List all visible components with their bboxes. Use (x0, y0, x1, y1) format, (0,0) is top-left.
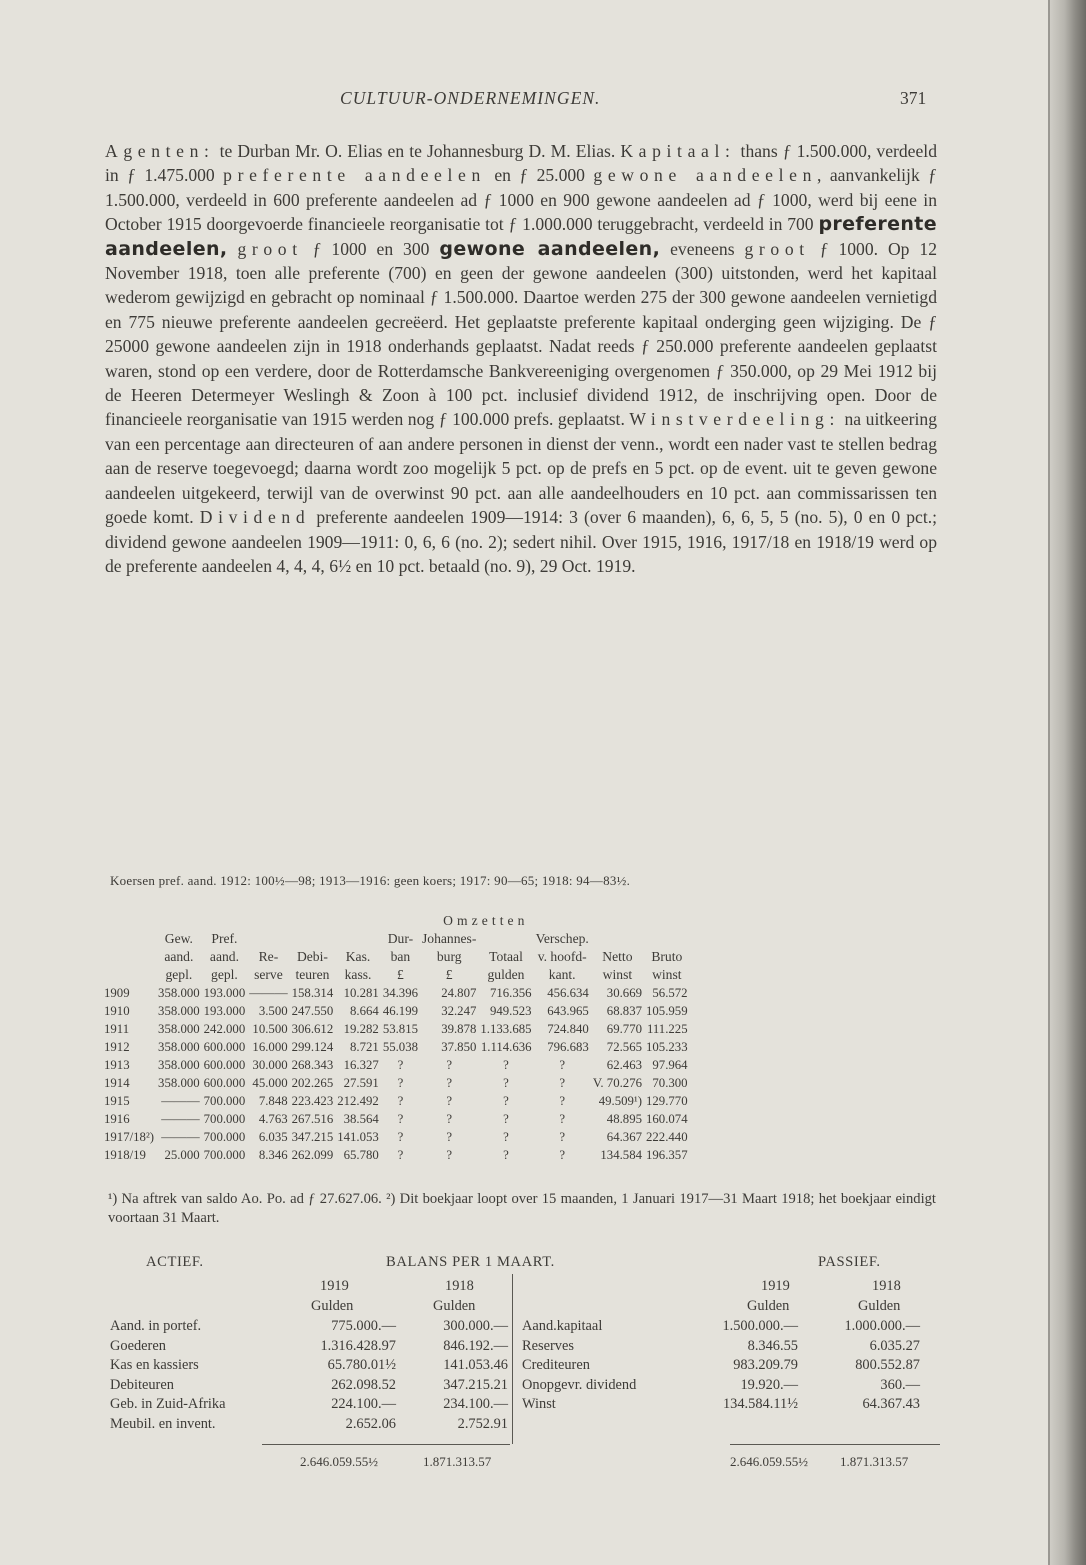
table-cell: ? (559, 1094, 566, 1108)
column-header: gepl. (211, 967, 238, 982)
table-cell: ? (559, 1112, 566, 1126)
table-cell: 796.683 (547, 1040, 589, 1054)
table-row (102, 1038, 690, 1056)
table-cell: ? (503, 1130, 509, 1144)
column-header: Dur- (387, 931, 414, 946)
table-cell: 8.721 (350, 1040, 379, 1054)
table-cell: 72.565 (606, 1040, 642, 1054)
table-cell: 196.357 (646, 1148, 688, 1162)
passief-total-1919: 2.646.059.55½ (730, 1454, 808, 1469)
value-1919: 134.584.11½ (722, 1396, 798, 1412)
table-cell: 3.500 (258, 1004, 288, 1018)
winstverdeeling-text: na uitkeering van een percentage aan directeuren of aan andere personen in dienst der venn., wordt een nader vast te stellen bedrag aan de reserve toegevoegd; daarna wordt zoo mogelijk 5 pct. op de prefs en 5 pct. op de event. uit te geven gewone aandeelen uitgekeerd, terwijl van de overwinst 90 pct. aan alle aandeelhouders en 10 pct. aan commissarissen ten goede komt. (105, 409, 937, 528)
column-header: Johannes- (422, 931, 477, 946)
table-cell: 45.000 (252, 1076, 288, 1090)
column-header: winst (602, 967, 633, 982)
table-header-row (102, 948, 690, 966)
table-cell: 223.423 (291, 1094, 334, 1108)
value-1918: 234.100.— (443, 1396, 508, 1412)
column-header: kass. (344, 967, 372, 982)
bold-gewone: gewone aandeelen, (439, 237, 661, 260)
column-header: ban (390, 949, 411, 964)
table-cell: 600.000 (203, 1058, 246, 1072)
column-header: Bruto (651, 949, 683, 964)
table-cell: 358.000 (158, 1058, 200, 1072)
header-title: CULTUUR-ONDERNEMINGEN. (340, 88, 601, 108)
book-spine (1050, 0, 1086, 1565)
column-header (102, 966, 156, 984)
actief-total-1919: 2.646.059.55½ (300, 1454, 378, 1469)
table-cell: 49.509¹) (598, 1094, 642, 1108)
column-header: aand. (164, 949, 194, 964)
passief-label: Winst (522, 1396, 556, 1412)
table-cell: 268.343 (291, 1058, 334, 1072)
column-header: Gew. (164, 931, 193, 946)
kapitaal-label: Kapitaal: (620, 141, 736, 161)
table-row (102, 1110, 690, 1128)
table-cell: 600.000 (203, 1040, 246, 1054)
column-header: Debi- (296, 949, 328, 964)
table-header-row (102, 930, 690, 948)
table-row (102, 1056, 690, 1074)
column-header: gulden (487, 967, 525, 982)
actief-title: ACTIEF. (146, 1254, 204, 1270)
table-cell: 8.346 (258, 1148, 288, 1162)
table-row (102, 1020, 690, 1038)
balance-sheet (110, 1274, 940, 1494)
year-cell: 1912 (104, 1040, 130, 1054)
value-1918: 800.552.87 (855, 1357, 920, 1373)
table-cell: 700.000 (203, 1148, 246, 1162)
actief-label: Debiteuren (110, 1376, 174, 1393)
table-cell: 724.840 (547, 1022, 589, 1036)
preferente-spaced: preferente aandeelen (223, 165, 486, 186)
table-cell: 105.959 (646, 1004, 688, 1018)
unit-label: Gulden (433, 1298, 476, 1314)
year-cell: 1911 (104, 1022, 130, 1036)
table-cell: 34.396 (382, 986, 419, 1000)
table-cell: ? (559, 1148, 566, 1162)
year-1918: 1918 (872, 1278, 901, 1294)
value-1919: 224.100.— (331, 1396, 396, 1412)
unit-label: Gulden (747, 1298, 790, 1314)
actief-label: Aand. in portef. (110, 1318, 202, 1334)
column-header: Kas. (345, 949, 371, 964)
value-1918: 846.192.— (443, 1337, 508, 1354)
table-cell: 222.440 (646, 1130, 688, 1144)
table-cell: V. 70.276 (592, 1076, 642, 1090)
table-cell: ? (446, 1112, 453, 1126)
groot-spaced: groot (237, 238, 303, 259)
table-cell: 700.000 (203, 1112, 246, 1126)
table-cell: 8.664 (350, 1004, 379, 1018)
table-cell: 193.000 (203, 1004, 246, 1018)
actief-label: Goederen (110, 1337, 166, 1354)
table-cell: 358.000 (158, 986, 200, 1000)
table-cell: 299.124 (291, 1040, 334, 1054)
table-cell: 38.564 (343, 1112, 379, 1126)
table-cell: 358.000 (158, 1076, 200, 1090)
passief-label: Reserves (522, 1337, 574, 1354)
table-cell: 700.000 (203, 1094, 246, 1108)
table-cell: 7.848 (258, 1094, 288, 1108)
passief-title: PASSIEF. (818, 1254, 881, 1270)
table-cell: 141.053 (337, 1130, 379, 1144)
table-group-header (102, 912, 690, 930)
kapitaal-text: thans ƒ 1.500.000, verdeeld in ƒ 1.475.000 (105, 141, 937, 186)
table-cell: 97.964 (652, 1058, 688, 1072)
column-header: Re- (258, 949, 279, 964)
balance-sheet-title (0, 1254, 1086, 1276)
table-cell: 30.669 (606, 986, 642, 1000)
table-cell: 6.035 (258, 1130, 288, 1144)
value-1919: 8.346.55 (747, 1337, 798, 1354)
table-cell: ? (503, 1058, 509, 1072)
table-cell: ? (446, 1076, 453, 1090)
column-divider (512, 1274, 513, 1444)
passief-total-1918: 1.871.313.57 (840, 1454, 909, 1469)
table-cell: ? (397, 1094, 404, 1108)
table-cell: 64.367 (606, 1130, 642, 1144)
value-1918: 64.367.43 (862, 1396, 920, 1412)
table-cell: 129.770 (646, 1094, 688, 1108)
column-header (644, 930, 690, 948)
table-header-row (102, 966, 690, 984)
table-cell: 27.591 (343, 1076, 379, 1090)
groot-spaced: groot (744, 238, 810, 259)
column-header: gepl. (165, 967, 193, 982)
actief-label: Kas en kassiers (110, 1357, 199, 1373)
table-cell: 212.492 (337, 1094, 379, 1108)
value-1918: 360.— (880, 1376, 920, 1393)
gewone-spaced: gewone aandeelen (593, 165, 818, 186)
column-header: Totaal (489, 949, 523, 964)
table-cell: ? (397, 1112, 404, 1126)
table-cell: 262.099 (291, 1148, 334, 1162)
column-header (591, 930, 644, 948)
table-cell: 37.850 (441, 1040, 477, 1054)
winstverdeeling-label: Winstverdeeling: (629, 409, 840, 430)
table-cell: ? (559, 1130, 566, 1144)
table-cell: 643.965 (547, 1004, 589, 1018)
table-cell: ——— (161, 1094, 200, 1108)
column-header (247, 930, 289, 948)
value-1919: 2.652.06 (345, 1415, 396, 1432)
description-paragraph (105, 139, 937, 578)
table-cell: ? (446, 1058, 453, 1072)
year-1918: 1918 (445, 1278, 474, 1294)
table-cell: 39.878 (441, 1022, 477, 1036)
table-cell: ——— (161, 1130, 200, 1144)
table-cell: 306.612 (291, 1022, 334, 1036)
table-cell: 24.807 (441, 986, 477, 1000)
unit-label: Gulden (858, 1298, 901, 1314)
table-cell: ? (559, 1058, 566, 1072)
table-cell: 69.770 (606, 1022, 642, 1036)
table-cell: 134.584 (600, 1148, 642, 1162)
table-cell: 48.895 (606, 1112, 642, 1126)
column-header: aand. (209, 949, 239, 964)
agenten-label: Agenten: (105, 141, 215, 161)
table-row (102, 1128, 690, 1146)
column-header (290, 930, 336, 948)
bold-preferente: preferente aandeelen, (105, 213, 937, 260)
table-cell: 19.282 (343, 1022, 379, 1036)
table-cell: ? (503, 1076, 509, 1090)
year-1919: 1919 (761, 1278, 790, 1294)
table-cell: ? (503, 1094, 509, 1108)
footnote-text: ¹) Na aftrek van saldo Ao. Po. ad ƒ 27.627.06. ²) Dit boekjaar loopt over 15 maanden, 1 Januari 1917—31 Maart 1918; het boekjaar eindigt voortaan 31 Maart. (108, 1191, 936, 1226)
table-cell: ? (446, 1094, 453, 1108)
page-number: 371 (900, 88, 927, 108)
column-header: kant. (548, 967, 576, 982)
table-cell: 193.000 (203, 986, 246, 1000)
table-row (102, 1074, 690, 1092)
year-1919: 1919 (320, 1278, 349, 1294)
passief-label: Crediteuren (522, 1357, 590, 1373)
table-cell: 347.215 (291, 1130, 334, 1144)
running-header (0, 88, 1086, 114)
value-1919: 1.316.428.97 (320, 1337, 396, 1354)
balans-title: BALANS PER 1 MAART. (386, 1254, 555, 1270)
column-header: Pref. (211, 931, 238, 946)
table-cell: 158.314 (291, 986, 334, 1000)
table-cell: ? (397, 1058, 404, 1072)
table-cell: 358.000 (158, 1022, 200, 1036)
agenten-text: te Durban Mr. O. Elias en te Johannesburg D. M. Elias. (214, 141, 621, 161)
table-row (102, 1092, 690, 1110)
table-cell: 949.523 (489, 1004, 532, 1018)
table-cell: 65.780 (343, 1148, 379, 1162)
passief-label: Onopgevr. dividend (522, 1376, 637, 1393)
table-cell: ? (397, 1076, 404, 1090)
actief-label: Meubil. en invent. (110, 1415, 216, 1432)
value-1919: 983.209.79 (733, 1357, 798, 1373)
table-cell: 68.837 (606, 1004, 642, 1018)
table-cell: 30.000 (252, 1058, 288, 1072)
table-cell: 700.000 (203, 1130, 246, 1144)
value-1919: 262.098.52 (331, 1376, 396, 1393)
table-cell: 56.572 (652, 986, 688, 1000)
financial-table (102, 912, 690, 1164)
year-cell: 1916 (104, 1112, 130, 1126)
table-cell: ? (397, 1148, 404, 1162)
value-1919: 19.920.— (740, 1376, 798, 1393)
table-cell: 62.463 (606, 1058, 642, 1072)
table-cell: ? (397, 1130, 404, 1144)
table-row (102, 1002, 690, 1020)
total-rule (262, 1444, 510, 1445)
koersen-line: Koersen pref. aand. 1912: 100½—98; 1913—1916: geen koers; 1917: 90—65; 1918: 94—83½. (110, 873, 631, 888)
column-header (478, 930, 533, 948)
table-cell: 16.327 (343, 1058, 379, 1072)
table-cell: 16.000 (252, 1040, 288, 1054)
table-cell: 267.516 (291, 1112, 334, 1126)
table-cell: 105.233 (646, 1040, 688, 1054)
table-cell: 160.074 (646, 1112, 688, 1126)
column-header: burg (436, 949, 462, 964)
table-cell: 53.815 (382, 1022, 419, 1036)
column-header: Verschep. (535, 931, 589, 946)
column-header: Netto (602, 949, 633, 964)
year-cell: 1917/18²) (104, 1130, 155, 1144)
table-cell: 55.038 (382, 1040, 419, 1054)
table-cell: ? (503, 1148, 509, 1162)
table-footnotes (108, 1190, 936, 1228)
value-1919: 65.780.01½ (327, 1357, 396, 1373)
total-rule (730, 1444, 940, 1445)
table-cell: 46.199 (382, 1004, 419, 1018)
value-1918: 141.053.46 (443, 1357, 508, 1373)
table-cell: 111.225 (646, 1022, 688, 1036)
year-cell: 1910 (104, 1004, 130, 1018)
column-header: £ (397, 967, 404, 982)
column-header (102, 948, 156, 966)
table-cell: 10.281 (343, 986, 379, 1000)
year-cell: 1914 (104, 1076, 130, 1090)
table-cell: 716.356 (489, 986, 532, 1000)
table-cell: ——— (161, 1112, 200, 1126)
table-cell: 1.133.685 (480, 1022, 532, 1036)
value-1918: 6.035.27 (869, 1337, 920, 1354)
column-header (335, 930, 381, 948)
passief-label: Aand.kapitaal (522, 1318, 603, 1334)
year-cell: 1913 (104, 1058, 130, 1072)
table-cell: 358.000 (158, 1040, 200, 1054)
column-header: winst (652, 967, 682, 982)
table-cell: 247.550 (291, 1004, 334, 1018)
column-header: serve (254, 967, 283, 982)
value-1918: 347.215.21 (443, 1376, 508, 1393)
table-cell: 456.634 (547, 986, 589, 1000)
value-1919: 1.500.000.— (722, 1318, 798, 1334)
table-cell: ——— (249, 986, 288, 1000)
column-header (102, 930, 156, 948)
kapitaal-text: ƒ 1000. Op 12 November 1918, toen alle preferente (700) en geen der gewone aandeelen (300) uitstonden, werd het kapitaal wederom gewijzigd en gebracht op nominaal ƒ 1.500.000. Daartoe werden 275 der 300 gewone aandeelen vernietigd en 775 nieuwe preferente aandeelen gecreëerd. Het geplaatste preferente kapitaal onderging geen wijziging. De ƒ 25000 gewone aandeelen zijn in 1918 onderhands geplaatst. Nadat reeds ƒ 250.000 preferente aandeelen geplaatst waren, stond op een verdere, door de Rotterdamsche Bankvereeniging overgenomen ƒ 350.000, op 29 Mei 1912 bij de Heeren Determeyer Weslingh & Zoon à 100 pct. inclusief dividend 1912, de inschrijving open. Door de financieele reorganisatie van 1915 werden nog ƒ 100.000 prefs. geplaatst. (105, 238, 937, 430)
value-1918: 1.000.000.— (844, 1318, 920, 1334)
column-header: £ (445, 967, 453, 982)
table-row (102, 1146, 690, 1164)
year-cell: 1918/19 (104, 1148, 146, 1162)
company-description (105, 139, 937, 578)
table-cell: 600.000 (203, 1076, 246, 1090)
value-1918: 2.752.91 (457, 1415, 508, 1432)
table-cell: 70.300 (652, 1076, 688, 1090)
dividend-text: preferente aandeelen 1909—1914: 3 (over 6 maanden), 6, 6, 5, 5 (no. 5), 0 en 0 pct.; dividend gewone aandeelen 1909—1911: 0, 6, 6 (no. 2); sedert nihil. Over 1915, 1916, 1917/18 en 1918/19 werd op de preferente aandeelen 4, 4, 4, 6½ en 10 pct. betaald (no. 9), 29 Oct. 1919. (105, 507, 937, 576)
value-1918: 300.000.— (443, 1318, 508, 1334)
value-1919: 775.000.— (331, 1318, 396, 1334)
table-cell: 242.000 (203, 1022, 246, 1036)
kapitaal-text: en ƒ 25.000 (485, 165, 594, 186)
kapitaal-text: ƒ 1000 en 300 (302, 238, 440, 259)
table-cell: 32.247 (441, 1004, 477, 1018)
actief-total-1918: 1.871.313.57 (423, 1454, 492, 1469)
unit-label: Gulden (311, 1298, 354, 1314)
table-cell: 10.500 (252, 1022, 288, 1036)
table-cell: ? (446, 1130, 453, 1144)
omzetten-header: Omzetten (443, 913, 529, 928)
table-cell: ? (503, 1112, 509, 1126)
dividend-label: Dividend (199, 507, 311, 528)
kapitaal-text: eveneens (660, 238, 745, 259)
year-cell: 1909 (104, 986, 130, 1000)
kapitaal-text: , aanvankelijk ƒ 1.500.000, verdeeld in 600 preferente aandeelen ad ƒ 1000 en 900 gewone aandeelen ad ƒ 1000, werd bij eene in October 1915 doorgevoerde financieele reorganisatie tot ƒ 1.000.000 teruggebracht, verdeeld in 700 (105, 165, 937, 235)
table-cell: 4.763 (258, 1112, 288, 1126)
column-header: v. hoofd- (537, 949, 587, 964)
table-cell: 358.000 (158, 1004, 200, 1018)
table-cell: ? (559, 1076, 566, 1090)
column-header: teuren (295, 967, 330, 982)
table-row (102, 984, 690, 1002)
year-cell: 1915 (104, 1094, 130, 1108)
table-cell: ? (446, 1148, 453, 1162)
actief-label: Geb. in Zuid-Afrika (110, 1396, 226, 1412)
table-cell: 25.000 (164, 1148, 200, 1162)
table-cell: 1.114.636 (480, 1040, 532, 1054)
table-cell: 202.265 (291, 1076, 334, 1090)
